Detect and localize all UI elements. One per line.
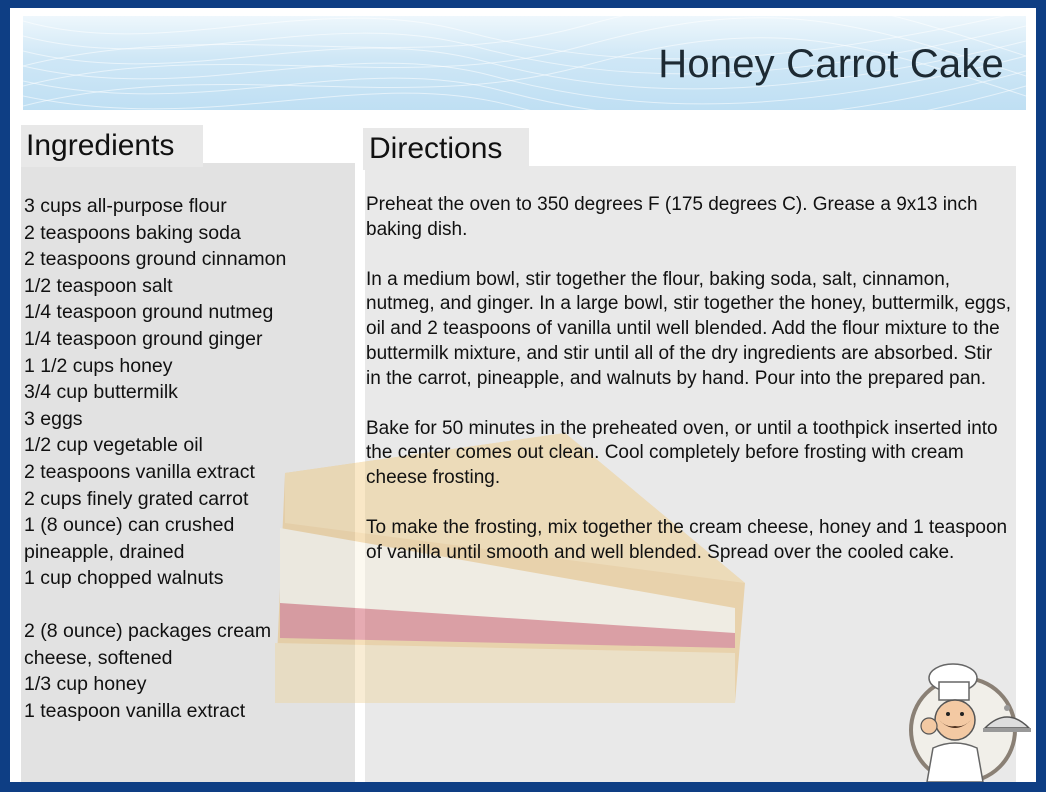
ingredient-item: 1 cup chopped walnuts	[24, 567, 224, 590]
recipe-card	[10, 8, 1036, 782]
direction-step: Preheat the oven to 350 degrees F (175 degrees C). Grease a 9x13 inch baking dish.	[366, 194, 978, 240]
ingredient-item: 3 cups all-purpose flour	[24, 195, 227, 217]
ingredients-heading: Ingredients	[21, 125, 203, 167]
ingredient-item: 1 1/2 cups honey	[24, 354, 173, 377]
title-banner	[23, 16, 1026, 110]
ingredient-item: 1 (8 ounce) can crushed	[24, 514, 235, 537]
page-title: Honey Carrot Cake	[658, 42, 1004, 86]
ingredient-item: 3 eggs	[24, 407, 83, 430]
ingredient-item: 1/4 teaspoon ground nutmeg	[24, 301, 274, 324]
direction-step: Bake for 50 minutes in the preheated oven, or until a toothpick inserted into the center comes out clean. Cool completely before frosting with cream cheese frosting.	[366, 417, 998, 489]
direction-step: To make the frosting, mix together the cream cheese, honey and 1 teaspoon of vanilla until smooth and well blended. Spread over the cooled cake.	[366, 516, 1008, 563]
ingredient-item: 3/4 cup buttermilk	[24, 381, 178, 404]
list-spacer	[24, 592, 354, 618]
frosting-ingredient-item: 2 (8 ounce) packages cream	[24, 619, 272, 642]
chef-logo-icon	[905, 658, 1035, 782]
frosting-ingredient-item: 1/3 cup honey	[24, 673, 147, 696]
ingredient-item: 1/2 cup vegetable oil	[24, 434, 203, 457]
ingredient-item: 1/2 teaspoon salt	[24, 274, 173, 297]
directions-heading: Directions	[363, 128, 529, 170]
ingredient-item: 2 teaspoons vanilla extract	[24, 460, 255, 483]
ingredient-item: 1/4 teaspoon ground ginger	[24, 327, 263, 350]
ingredients-list	[24, 193, 354, 724]
ingredient-item: 2 teaspoons ground cinnamon	[24, 248, 287, 271]
ingredient-item: 2 teaspoons baking soda	[24, 221, 241, 244]
frosting-ingredient-item: cheese, softened	[24, 646, 173, 669]
ingredient-item: pineapple, drained	[24, 540, 185, 563]
frosting-ingredient-item: 1 teaspoon vanilla extract	[24, 699, 246, 722]
direction-step: In a medium bowl, stir together the flour, baking soda, salt, cinnamon, nutmeg, and ginger. In a large bowl, stir together the honey, buttermilk, eggs, oil and 2 teaspoons of vanilla until well blended. Add the flour mixture to the buttermilk mixture, and stir until all of the dry ingredients are absorbed. Stir in the carrot, pineapple, and walnuts by hand. Pour into the prepared pan.	[366, 268, 1011, 389]
ingredient-item: 2 cups finely grated carrot	[24, 487, 249, 510]
directions-text	[366, 193, 1011, 591]
